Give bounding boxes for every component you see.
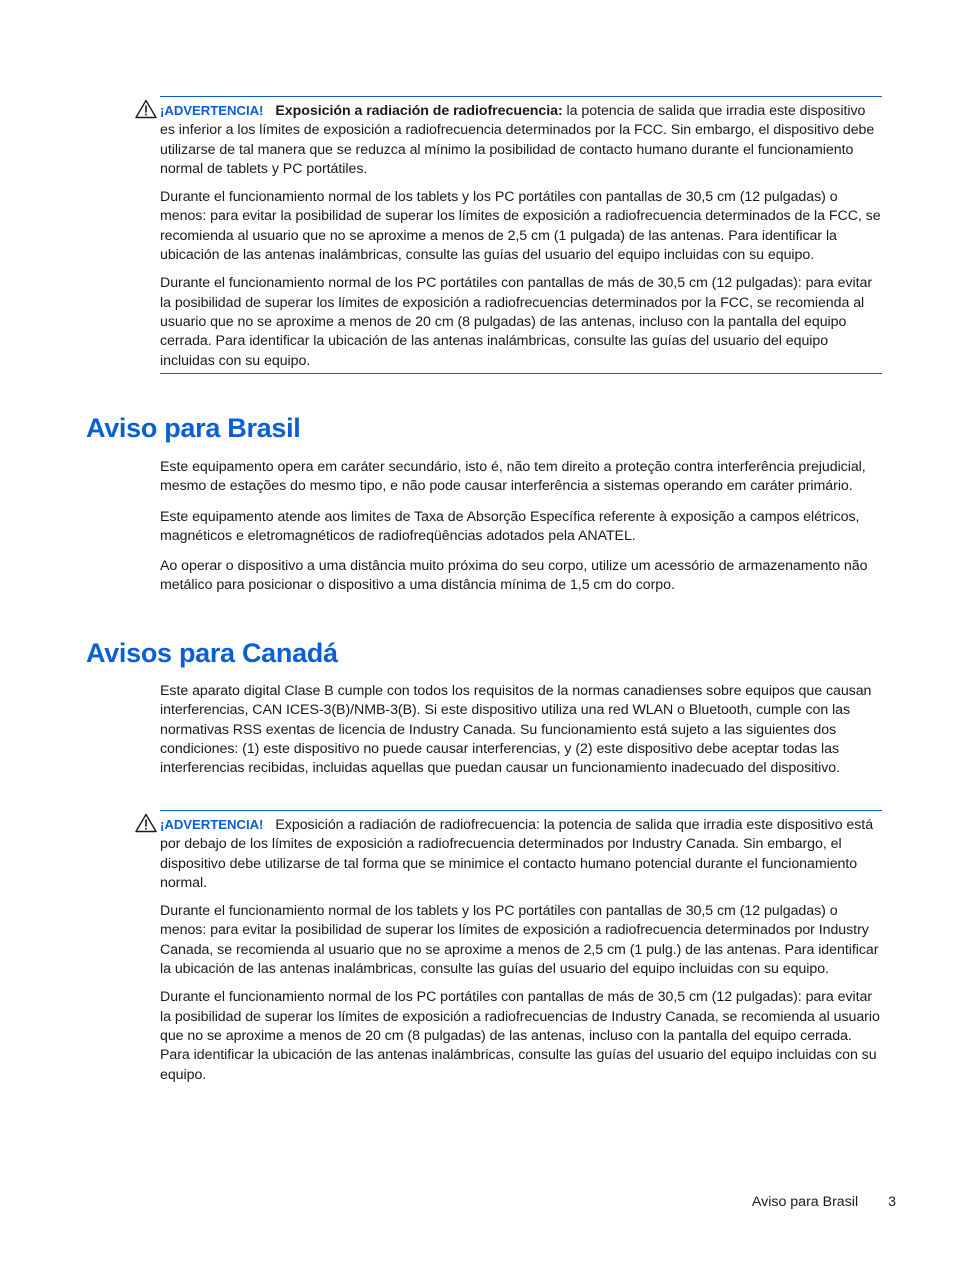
brasil-paragraph: Ao operar o dispositivo a uma distância muito próxima do seu corpo, utilize um acessório de armazenamento não metálico para posicionar o dispositivo a uma distância mínima de 1,5 cm do corpo. [160, 558, 868, 594]
heading-brasil: Aviso para Brasil [86, 413, 301, 443]
warning-paragraph [160, 101, 882, 179]
warning-block-canada [160, 810, 882, 1085]
warning-paragraph-3: Durante el funcionamiento normal de los PC portátiles con pantallas de más de 30,5 cm (12 pulgadas): para evitar la posibilidad de superar los límites de exposición a radiofrecuencias de Industry Canada, se recomienda al usuario que no se aproxime a menos de 20 cm (8 pulgadas) de las antenas, incluso con la pantalla del equipo cerrada. Para identificar la ubicación de las antenas inalámbricas, consulte las guías del usuario del equipo incluidas con su equipo. [160, 989, 880, 1083]
warning-block-fcc [160, 96, 882, 374]
page-number: 3 [888, 1194, 896, 1210]
brasil-paragraph: Este equipamento opera em caráter secundário, isto é, não tem direito a proteção contra interferência prejudicial, mesmo de estações do mesmo tipo, e não pode causar interferência a sistemas operando em caráter primário. [160, 459, 866, 495]
warning-text: la potencia de salida que irradia este dispositivo es inferior a los límites de exposición a radiofrecuencia determinados por la FCC. Sin embargo, el dispositivo debe utilizarse de tal manera que se reduzca al mínimo la posibilidad de contacto humano durante el funcionamiento normal de tablets y PC portátiles. [160, 103, 875, 177]
warning-triangle-icon [135, 813, 157, 833]
warning-paragraph-3: Durante el funcionamiento normal de los PC portátiles con pantallas de más de 30,5 cm (12 pulgadas): para evitar la posibilidad de superar los límites de exposición a radiofrecuencias determinados por la FCC, se recomienda al usuario que no se aproxime a menos de 20 cm (8 pulgadas) de las antenas, incluso con la pantalla del equipo cerrada. Para identificar la ubicación de las antenas inalámbricas, consulte las guías del usuario del equipo incluidas con su equipo. [160, 275, 873, 369]
heading-canada: Avisos para Canadá [86, 638, 338, 668]
brasil-paragraph: Este equipamento atende aos limites de Taxa de Absorção Específica referente à exposição a campos elétricos, magnéticos e eletromagnéticos de radiofreqüências adotados pela ANATEL. [160, 508, 860, 544]
warning-paragraph [160, 815, 882, 893]
page-footer [600, 1193, 896, 1212]
brasil-body [160, 458, 882, 596]
warning-label: ¡ADVERTENCIA! [160, 817, 264, 832]
warning-triangle-icon [135, 99, 157, 119]
warning-paragraph-2: Durante el funcionamiento normal de los tablets y los PC portátiles con pantallas de 30,5 cm (12 pulgadas) o menos: para evitar la posibilidad de superar los límites de exposición a radiofrecuencia determinados de la FCC, se recomienda al usuario que no se aproxime a menos de 2,5 cm (1 pulgada) de las antenas. Para identificar la ubicación de las antenas inalámbricas, consulte las guías del usuario del equipo incluidas con su equipo. [160, 189, 881, 264]
footer-section-name: Aviso para Brasil [751, 1194, 859, 1210]
warning-paragraph-2: Durante el funcionamiento normal de los tablets y los PC portátiles con pantallas de 30,5 cm (12 pulgadas) o menos: para evitar la posibilidad de superar los límites de exposición a radiofrecuencia determinados por Industry Canada, se recomienda al usuario que no se aproxime a menos de 2,5 cm (1 pulg.) de las antenas. Para identificar la ubicación de las antenas inalámbricas, consulte las guías del usuario del equipo incluidas con su equipo. [160, 903, 879, 978]
warning-text: Exposición a radiación de radiofrecuencia: la potencia de salida que irradia este dispositivo está por debajo de los límites de exposición a radiofrecuencia determinados por Industry Canada. Sin embargo, el dispositivo debe utilizarse de tal forma que se minimice el contacto humano potencial durante el funcionamiento normal. [160, 817, 874, 891]
canada-intro-block [160, 682, 882, 778]
warning-lead: Exposición a radiación de radiofrecuencia: [275, 103, 563, 119]
canada-intro: Este aparato digital Clase B cumple con todos los requisitos de la normas canadienses sobre equipos que causan interferencias, CAN ICES-3(B)/NMB-3(B). Si este dispositivo utiliza una red WLAN o Bluetooth, cumple con las normativas RSS exentas de licencia de Industry Canada. Su funcionamiento está sujeto a las siguientes dos condiciones: (1) este dispositivo no puede causar interferencias, y (2) este dispositivo debe aceptar todas las interferencias recibidas, incluidas aquellas que puedan causar un funcionamiento inadecuado del dispositivo. [160, 683, 872, 777]
warning-label: ¡ADVERTENCIA! [160, 103, 264, 118]
